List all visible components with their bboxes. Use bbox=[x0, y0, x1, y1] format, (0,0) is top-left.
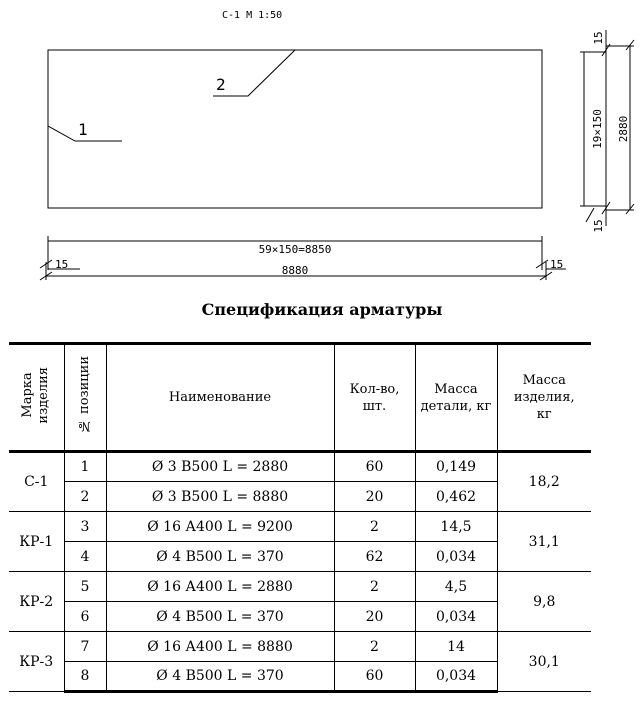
mesh-outline bbox=[48, 50, 542, 208]
cell-position: 7 bbox=[64, 632, 106, 662]
label-pos2: 2 bbox=[216, 75, 226, 94]
cell-mark: С-1 bbox=[9, 452, 64, 512]
header-mass-item: Масса изделия, кг bbox=[497, 344, 591, 452]
cell-mass-part: 4,5 bbox=[415, 572, 497, 602]
cell-mass-part: 0,034 bbox=[415, 662, 497, 692]
cell-qty: 62 bbox=[334, 542, 415, 572]
cell-mass-part: 0,462 bbox=[415, 482, 497, 512]
dim-right-total: 2880 bbox=[617, 115, 630, 143]
cell-mark: КР-2 bbox=[9, 572, 64, 632]
cell-mark: КР-3 bbox=[9, 632, 64, 692]
cell-mass-part: 0,034 bbox=[415, 542, 497, 572]
cell-qty: 20 bbox=[334, 602, 415, 632]
cell-mass-part: 0,149 bbox=[415, 452, 497, 482]
header-mark: Марка изделия bbox=[9, 344, 64, 452]
mesh-drawing bbox=[0, 0, 644, 300]
cell-position: 4 bbox=[64, 542, 106, 572]
table-row bbox=[9, 512, 591, 542]
table-row bbox=[9, 452, 591, 482]
cell-name: Ø 3 В500 L = 8880 bbox=[106, 482, 334, 512]
cell-mass-part: 14,5 bbox=[415, 512, 497, 542]
dim-bottom-right-offset: 15 bbox=[550, 258, 564, 271]
drawing-title: С-1 М 1:50 bbox=[222, 10, 283, 21]
cell-name: Ø 4 В500 L = 370 bbox=[106, 602, 334, 632]
dim-bottom-span: 59×150=8850 bbox=[258, 243, 332, 256]
cell-position: 5 bbox=[64, 572, 106, 602]
header-name: Наименование bbox=[106, 344, 334, 452]
dim-bottom-total: 8880 bbox=[281, 264, 309, 277]
cell-mass-item: 30,1 bbox=[497, 632, 591, 692]
spec-header-row bbox=[9, 344, 591, 452]
cell-position: 3 bbox=[64, 512, 106, 542]
cell-name: Ø 16 А400 L = 9200 bbox=[106, 512, 334, 542]
cell-name: Ø 16 А400 L = 8880 bbox=[106, 632, 334, 662]
cell-name: Ø 4 В500 L = 370 bbox=[106, 542, 334, 572]
header-position: № позиции bbox=[64, 344, 106, 452]
spec-title: Спецификация арматуры bbox=[201, 300, 443, 319]
spec-table bbox=[9, 342, 591, 693]
cell-qty: 60 bbox=[334, 662, 415, 692]
cell-qty: 2 bbox=[334, 512, 415, 542]
dim-right-span: 19×150 bbox=[591, 109, 604, 149]
header-mass-part: Масса детали, кг bbox=[415, 344, 497, 452]
cell-name: Ø 4 В500 L = 370 bbox=[106, 662, 334, 692]
cell-mass-part: 14 bbox=[415, 632, 497, 662]
cell-qty: 60 bbox=[334, 452, 415, 482]
cell-mark: КР-1 bbox=[9, 512, 64, 572]
cell-position: 6 bbox=[64, 602, 106, 632]
cell-position: 1 bbox=[64, 452, 106, 482]
cell-name: Ø 3 В500 L = 2880 bbox=[106, 452, 334, 482]
cell-mass-part: 0,034 bbox=[415, 602, 497, 632]
dim-bottom-left-offset: 15 bbox=[55, 258, 69, 271]
dim-right-top-offset: 15 bbox=[592, 31, 605, 45]
cell-qty: 2 bbox=[334, 632, 415, 662]
table-row bbox=[9, 572, 591, 602]
header-qty: Кол-во, шт. bbox=[334, 344, 415, 452]
cell-qty: 2 bbox=[334, 572, 415, 602]
cell-name: Ø 16 А400 L = 2880 bbox=[106, 572, 334, 602]
cell-qty: 20 bbox=[334, 482, 415, 512]
cell-position: 2 bbox=[64, 482, 106, 512]
cell-mass-item: 31,1 bbox=[497, 512, 591, 572]
cell-mass-item: 9,8 bbox=[497, 572, 591, 632]
table-row bbox=[9, 632, 591, 662]
cell-mass-item: 18,2 bbox=[497, 452, 591, 512]
dim-right-bottom-offset: 15 bbox=[592, 219, 605, 233]
label-pos1: 1 bbox=[78, 120, 88, 139]
cell-position: 8 bbox=[64, 662, 106, 692]
